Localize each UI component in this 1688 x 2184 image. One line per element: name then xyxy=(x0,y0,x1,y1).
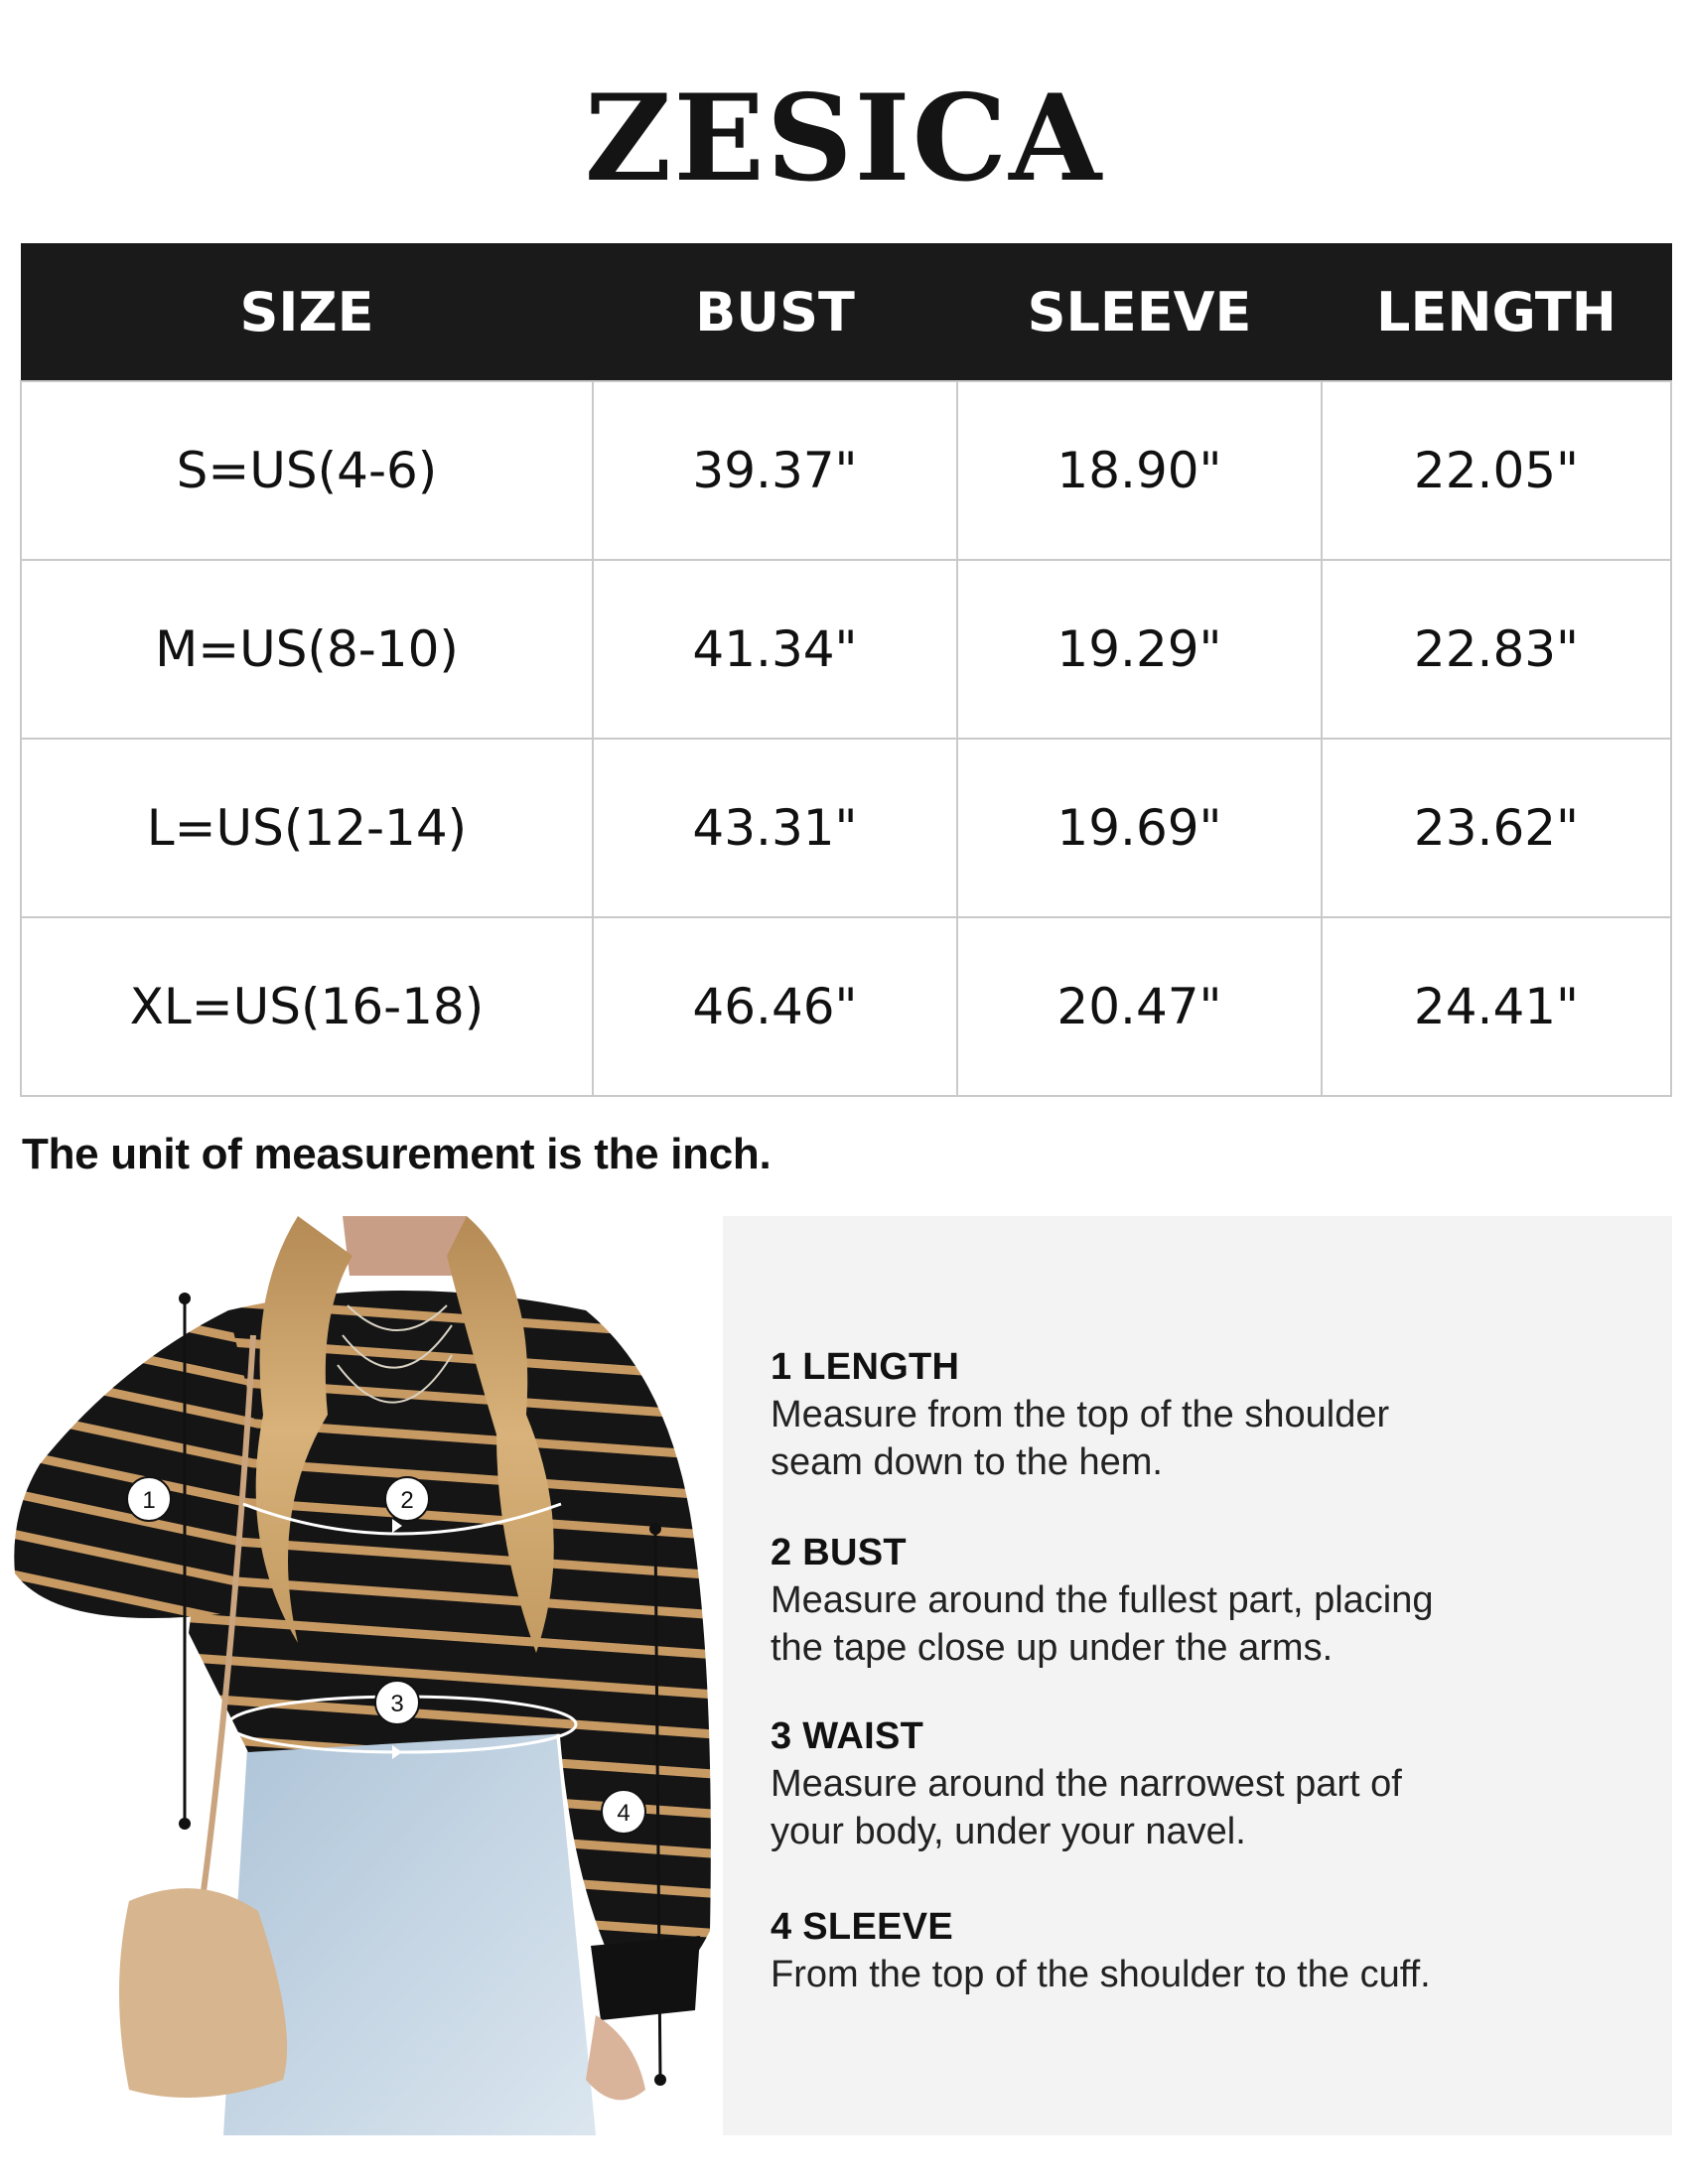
table-row xyxy=(21,381,1671,560)
bust-cell: 46.46" xyxy=(593,917,957,1096)
length-cell: 22.83" xyxy=(1322,560,1671,739)
svg-text:4: 4 xyxy=(617,1800,631,1827)
table-row xyxy=(21,739,1671,917)
table-row xyxy=(21,917,1671,1096)
header-bust: BUST xyxy=(593,244,957,382)
unit-note: The unit of measurement is the inch. xyxy=(22,1130,772,1178)
left-sleeve xyxy=(14,1310,258,1618)
sleeve-cell: 18.90" xyxy=(957,381,1322,560)
guide-item-length xyxy=(771,1343,1644,1486)
guide-desc-line: Measure around the fullest part, placing xyxy=(771,1579,1434,1621)
header-length: LENGTH xyxy=(1322,244,1671,382)
guide-title: 1 LENGTH xyxy=(771,1346,960,1388)
bust-cell: 41.34" xyxy=(593,560,957,739)
guide-title: 4 SLEEVE xyxy=(771,1906,954,1948)
sleeve-cell: 20.47" xyxy=(957,917,1322,1096)
table-row xyxy=(21,560,1671,739)
guide-title: 2 BUST xyxy=(771,1532,907,1573)
marker-4 xyxy=(602,1790,645,1834)
guide-desc-line: the tape close up under the arms. xyxy=(771,1627,1334,1669)
brand-logo: ZESICA xyxy=(584,68,1104,208)
length-cell: 24.41" xyxy=(1322,917,1671,1096)
guide-desc-line: seam down to the hem. xyxy=(771,1441,1163,1483)
bust-cell: 39.37" xyxy=(593,381,957,560)
svg-text:3: 3 xyxy=(390,1691,404,1717)
model-photo xyxy=(0,1216,723,2135)
guide-desc-line: From the top of the shoulder to the cuff. xyxy=(771,1954,1431,1995)
sleeve-cell: 19.69" xyxy=(957,739,1322,917)
marker-1 xyxy=(127,1477,171,1521)
guide-item-bust xyxy=(771,1529,1644,1672)
sleeve-cell: 19.29" xyxy=(957,560,1322,739)
svg-text:2: 2 xyxy=(400,1487,414,1514)
length-cell: 22.05" xyxy=(1322,381,1671,560)
guide-title: 3 WAIST xyxy=(771,1715,924,1757)
guide-item-sleeve xyxy=(771,1903,1644,1998)
guide-desc-line: your body, under your navel. xyxy=(771,1811,1246,1852)
svg-text:1: 1 xyxy=(142,1487,156,1514)
size-chart-table xyxy=(20,243,1672,1097)
size-cell: XL=US(16-18) xyxy=(21,917,593,1096)
size-cell: S=US(4-6) xyxy=(21,381,593,560)
guide-item-waist xyxy=(771,1712,1644,1855)
bust-cell: 43.31" xyxy=(593,739,957,917)
header-sleeve: SLEEVE xyxy=(957,244,1322,382)
marker-2 xyxy=(385,1477,429,1521)
marker-3 xyxy=(375,1681,419,1724)
guide-desc-line: Measure around the narrowest part of xyxy=(771,1763,1402,1805)
header-size: SIZE xyxy=(21,244,593,382)
size-cell: L=US(12-14) xyxy=(21,739,593,917)
length-cell: 23.62" xyxy=(1322,739,1671,917)
guide-desc-line: Measure from the top of the shoulder xyxy=(771,1394,1390,1435)
right-sleeve xyxy=(556,1310,711,1991)
size-cell: M=US(8-10) xyxy=(21,560,593,739)
measurement-guide-panel xyxy=(723,1216,1672,2135)
table-header-row xyxy=(21,244,1671,382)
